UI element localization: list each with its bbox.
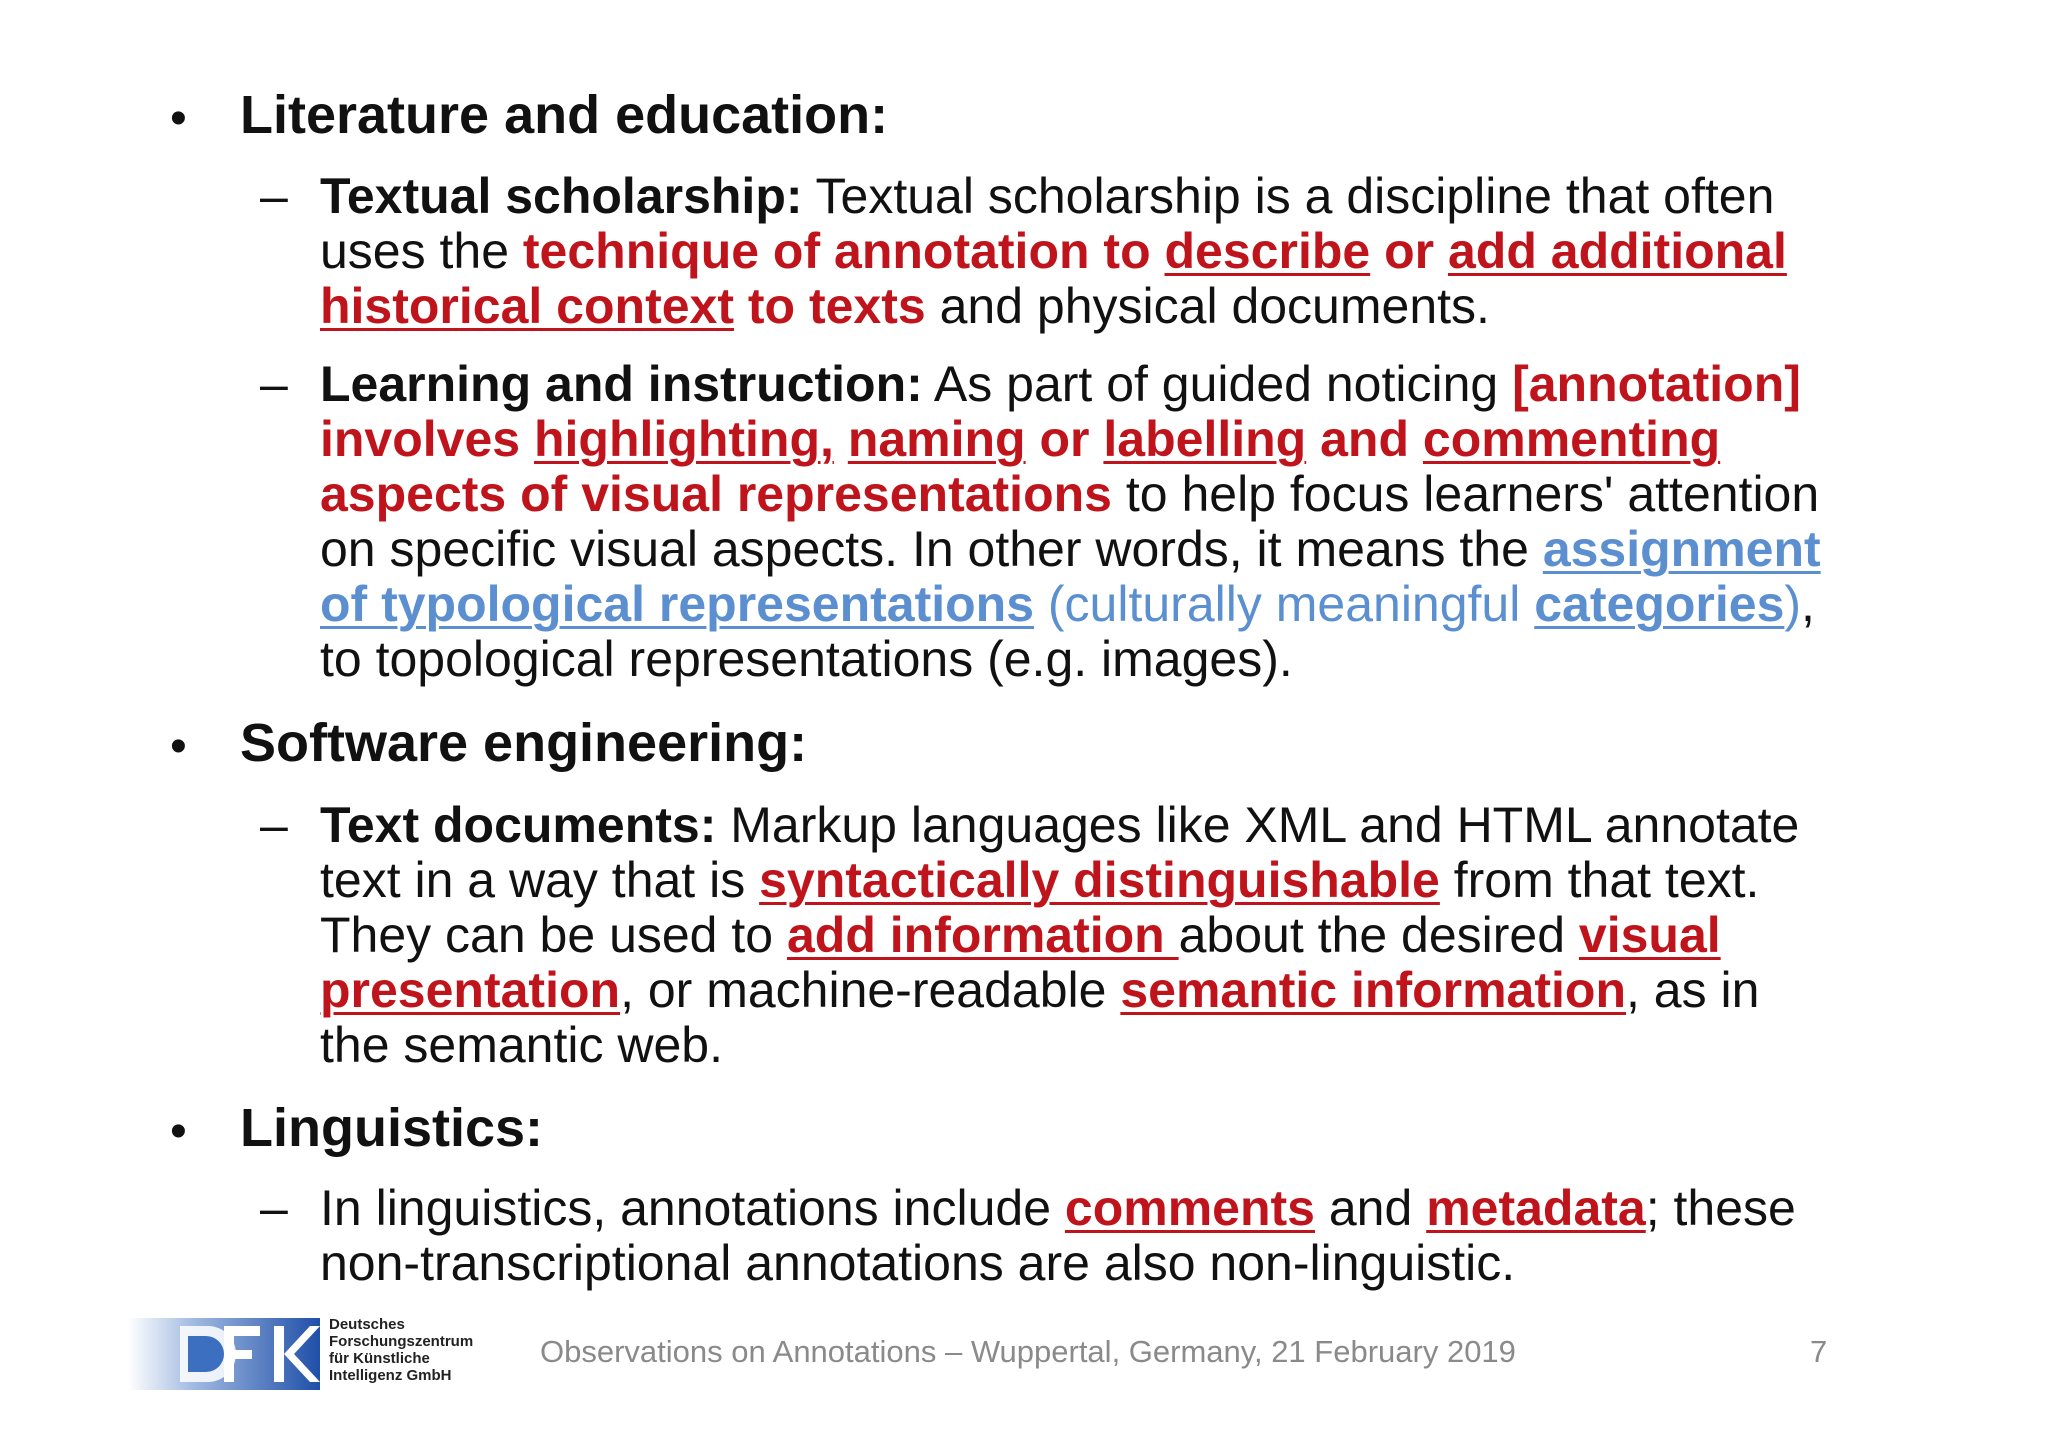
emphasis-text: and: [1306, 411, 1423, 467]
emphasis-underlined-text: metadata: [1426, 1180, 1646, 1236]
text-run: ; these: [1645, 1180, 1796, 1236]
emphasis-underlined-text: historical context: [320, 278, 734, 334]
org-line: für Künstliche: [329, 1350, 430, 1367]
dash-icon: –: [260, 1180, 288, 1236]
emphasis-underlined-text: add information: [786, 907, 1179, 963]
emphasis-text: aspects of visual representations: [320, 466, 1112, 522]
bullet-icon: •: [170, 1105, 187, 1158]
text-line: [320, 1018, 1900, 1073]
section-heading-software: Software engineering:: [240, 713, 808, 773]
org-line: Intelligenz GmbH: [329, 1367, 452, 1384]
text-line: [320, 632, 1900, 687]
emphasis-underlined-text: visual: [1578, 907, 1721, 963]
text-run: , as in: [1625, 962, 1760, 1018]
item-linguistics: [320, 1181, 1900, 1291]
text-line: [320, 1181, 1900, 1236]
text-line: [320, 798, 1900, 853]
emphasis-text: technique of annotation to: [522, 223, 1165, 279]
text-line: [320, 853, 1900, 908]
item-label: Text documents:: [320, 797, 717, 853]
text-run: text in a way that is: [320, 852, 760, 908]
text-line: [320, 412, 1900, 467]
blue-text: ): [1784, 576, 1802, 632]
dash-icon: –: [260, 168, 288, 224]
text-run: and: [1314, 1180, 1427, 1236]
text-line: [320, 1236, 1900, 1291]
item-textual-scholarship: [320, 169, 1900, 334]
text-run: As part of guided noticing: [922, 356, 1513, 412]
blue-underlined-text: assignment: [1542, 521, 1821, 577]
org-line: Forschungszentrum: [329, 1333, 474, 1350]
text-run: Markup languages like XML and HTML annotate: [716, 797, 1800, 853]
text-line: [320, 357, 1900, 412]
emphasis-text: [834, 411, 848, 467]
text-line: [320, 467, 1900, 522]
emphasis-text: involves: [320, 411, 534, 467]
dfki-logo: [128, 1318, 320, 1390]
emphasis-underlined-text: comments: [1064, 1180, 1315, 1236]
text-line: [320, 908, 1900, 963]
blue-underlined-text: of typological representations: [320, 576, 1035, 632]
text-run: and physical documents.: [925, 278, 1490, 334]
emphasis-underlined-text: presentation: [320, 962, 621, 1018]
text-line: [320, 169, 1900, 224]
text-line: [320, 224, 1900, 279]
bullet-icon: •: [170, 92, 187, 145]
item-learning-instruction: [320, 357, 1900, 687]
bullet-icon: •: [170, 720, 187, 773]
page-number: 7: [1810, 1334, 1828, 1369]
text-run: from that text.: [1439, 852, 1760, 908]
item-label: Textual scholarship:: [320, 168, 803, 224]
section-heading-literature: Literature and education:: [240, 85, 889, 145]
emphasis-underlined-text: semantic information: [1120, 962, 1626, 1018]
text-run: about the desired: [1178, 907, 1579, 963]
text-run: to topological representations (e.g. images).: [320, 631, 1293, 687]
dash-icon: –: [260, 797, 288, 853]
text-run: uses the: [320, 223, 523, 279]
emphasis-text: or: [1370, 223, 1448, 279]
emphasis-underlined-text: highlighting,: [534, 411, 834, 467]
section-heading-linguistics: Linguistics:: [240, 1098, 544, 1158]
emphasis-underlined-text: commenting: [1422, 411, 1721, 467]
text-run: They can be used to: [320, 907, 787, 963]
blue-text: (culturally meaningful: [1034, 576, 1535, 632]
emphasis-underlined-text: syntactically distinguishable: [759, 852, 1440, 908]
text-line: [320, 577, 1900, 632]
emphasis-text: or: [1025, 411, 1104, 467]
emphasis-underlined-text: describe: [1164, 223, 1371, 279]
org-line: Deutsches: [329, 1316, 405, 1333]
text-run: Textual scholarship is a discipline that often: [802, 168, 1775, 224]
emphasis-underlined-text: add additional: [1447, 223, 1787, 279]
text-run: In linguistics, annotations include: [320, 1180, 1065, 1236]
text-run: to help focus learners' attention: [1111, 466, 1820, 522]
dash-icon: –: [260, 356, 288, 412]
blue-underlined-text: categories: [1534, 576, 1785, 632]
footer-caption: Observations on Annotations – Wuppertal, Germany, 21 February 2019: [540, 1334, 1516, 1369]
emphasis-text: to texts: [734, 278, 926, 334]
text-run: on specific visual aspects. In other words, it means the: [320, 521, 1543, 577]
text-run: the semantic web.: [320, 1017, 723, 1073]
emphasis-text: [annotation]: [1512, 356, 1801, 412]
item-label: Learning and instruction:: [320, 356, 923, 412]
text-run: ,: [1801, 576, 1815, 632]
emphasis-underlined-text: naming: [847, 411, 1026, 467]
text-line: [320, 963, 1900, 1018]
text-run: , or machine-readable: [620, 962, 1121, 1018]
emphasis-underlined-text: labelling: [1103, 411, 1307, 467]
organization-name: [329, 1316, 473, 1384]
text-line: [320, 279, 1900, 334]
text-run: non-transcriptional annotations are also non-linguistic.: [320, 1235, 1516, 1291]
item-text-documents: [320, 798, 1900, 1073]
text-line: [320, 522, 1900, 577]
